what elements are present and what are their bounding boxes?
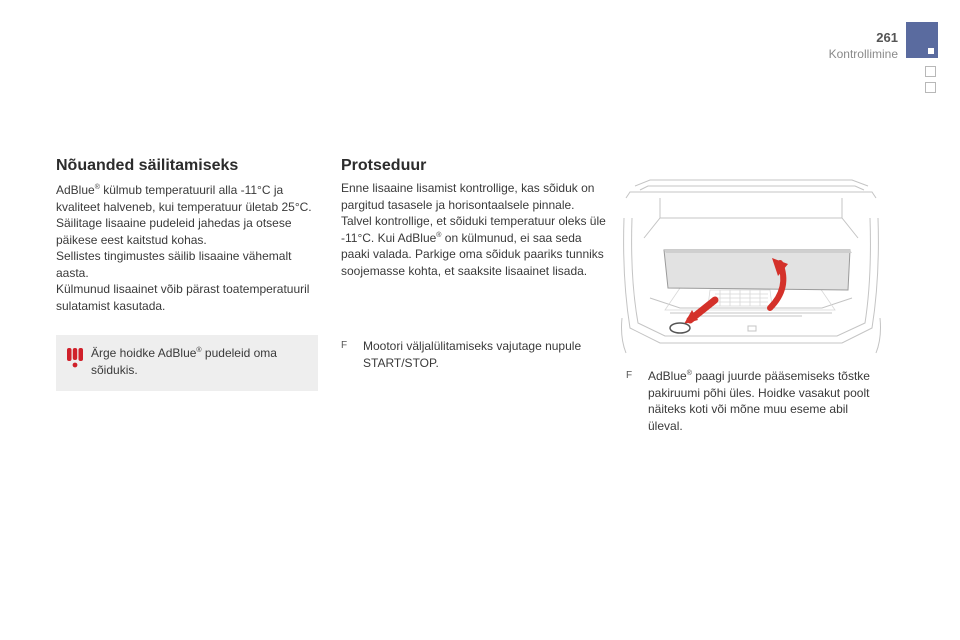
step-1-text: Mootori väljalülitamiseks vajutage nupule START/STOP. — [363, 339, 582, 370]
trunk-illustration — [620, 178, 882, 358]
section-tab — [906, 22, 938, 58]
warning-text: Ärge hoidke AdBlue® pudeleid oma sõidukis. — [91, 346, 277, 377]
storage-paragraph-2: Sellistes tingimustes säilib lisaaine vähemalt aasta. — [56, 249, 292, 280]
warning-box — [56, 335, 318, 391]
storage-text — [56, 182, 321, 314]
tab-marker — [928, 48, 934, 54]
bullet-icon: F — [626, 370, 633, 381]
section-title: Kontrollimine — [828, 47, 898, 61]
storage-paragraph-1: AdBlue® külmub temperatuuril alla -11°C ja kvaliteet halveneb, kui temperatuur ületab 25°C. Säilitage lisaaine pudeleid jahedas ja otsese päikese eest kaitstud kohas. — [56, 183, 312, 247]
step-2-text: AdBlue® paagi juurde pääsemiseks tõstke pakiruumi põhi üles. Hoidke vasakut poolt näiteks koti või mõne muu eseme abil üleval. — [648, 369, 870, 433]
storage-paragraph-3: Külmunud lisaainet võib pärast toatemperatuuril sulatamist kasutada. — [56, 282, 310, 313]
storage-heading: Nõuanded säilitamiseks — [56, 157, 239, 174]
warning-icon — [66, 347, 84, 369]
nav-box-1 — [925, 66, 936, 77]
bullet-icon: F — [341, 340, 348, 351]
step-1 — [341, 338, 601, 371]
step-2 — [626, 368, 886, 434]
nav-box-2 — [925, 82, 936, 93]
procedure-text: Enne lisaaine lisamist kontrollige, kas sõiduk on pargitud tasasele ja horisontaalsele pinnale. Talvel kontrollige, et sõiduki temperatuur oleks üle -11°C. Kui AdBlue® on külmunud, ei saa seda paaki valada. Parkige oma sõiduk paariks tunniks soojemasse kohta, et saaksite lisaainet lisada. — [341, 181, 606, 278]
procedure-heading: Protseduur — [341, 157, 427, 174]
page-number: 261 — [876, 30, 898, 45]
